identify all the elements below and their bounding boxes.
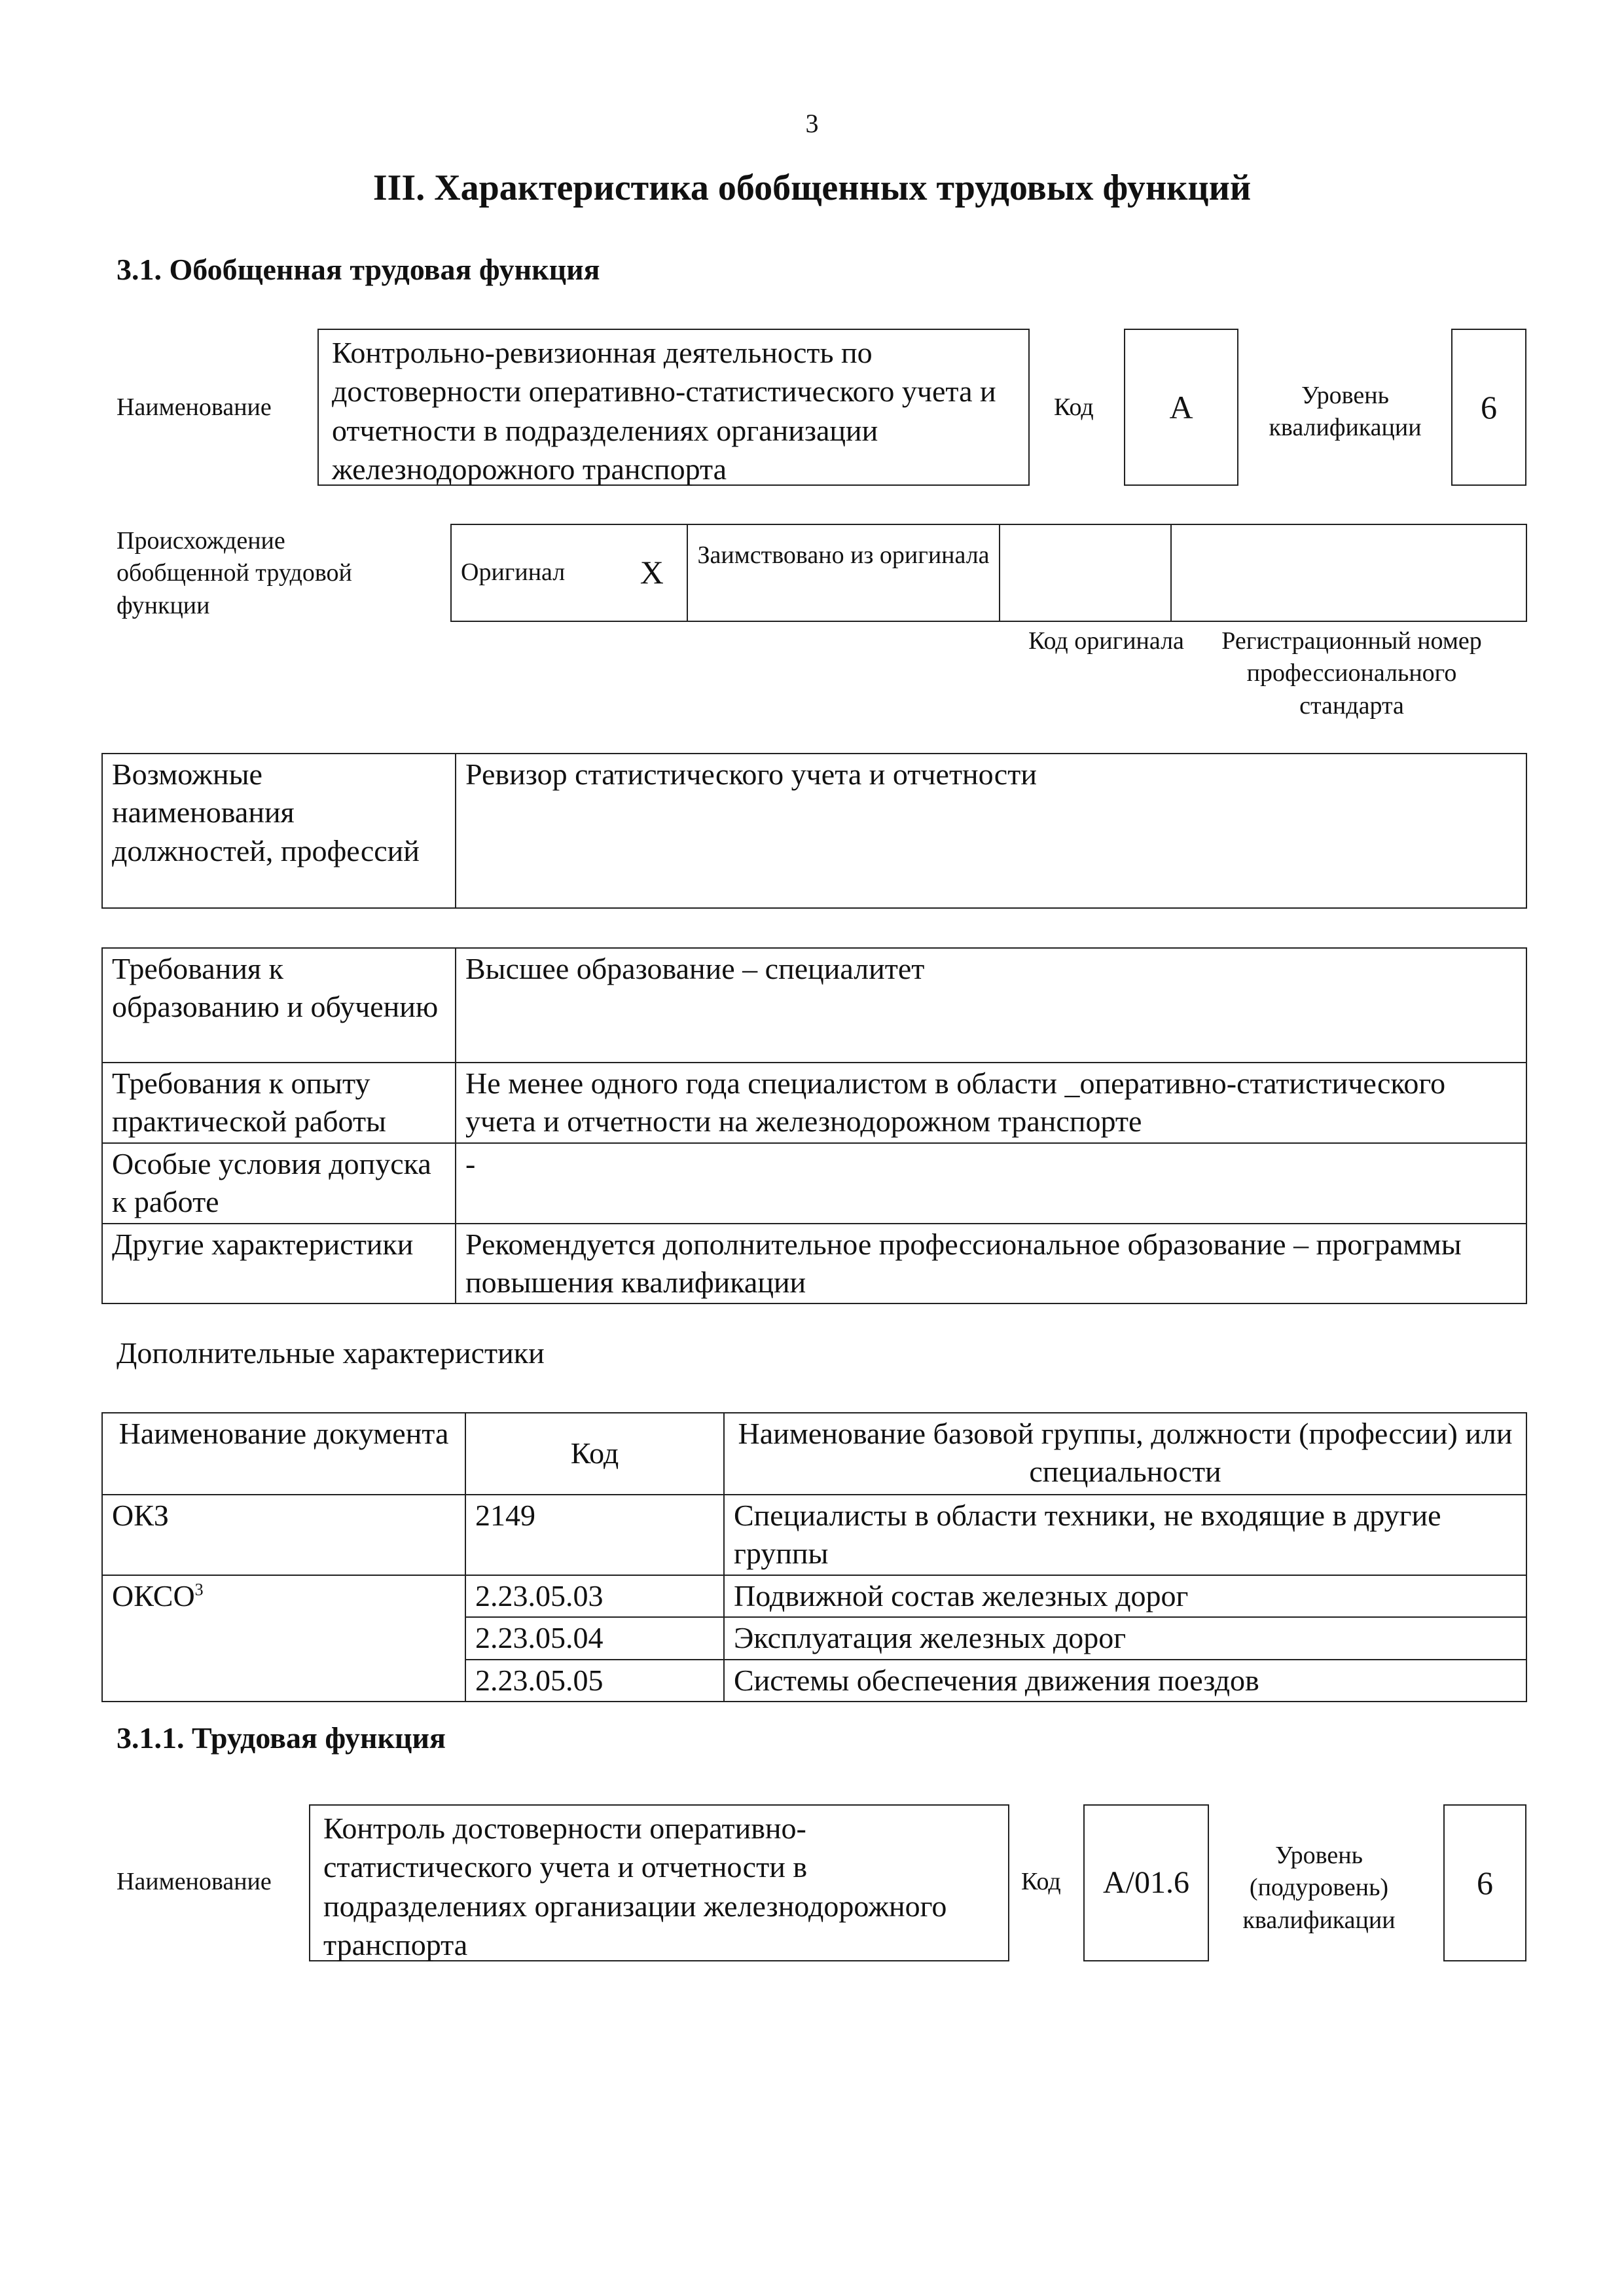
req-value: Высшее образование – специалитет <box>456 948 1526 1063</box>
gtf-heading: 3.1. Обобщенная трудовая функция <box>117 253 600 286</box>
req-value: - <box>456 1143 1526 1224</box>
okz-doc: ОКЗ <box>102 1495 465 1575</box>
gtf-name-value: Контрольно-ревизионная деятельность по достоверности оперативно-статистического учета и отчетности в подразделениях организации железнодорожного транспорта <box>317 329 1030 486</box>
okso-code: 2.23.05.03 <box>465 1575 724 1617</box>
positions-value: Ревизор статистического учета и отчетности <box>456 754 1526 908</box>
origin-reg-cell <box>1171 524 1526 621</box>
requirements-table <box>101 947 1527 1304</box>
okso-doc-label: ОКСО <box>112 1578 195 1613</box>
okso-code: 2.23.05.05 <box>465 1660 724 1702</box>
tf-code-value: A/01.6 <box>1083 1804 1209 1961</box>
tf-level-label: Уровень (подуровень) квалификации <box>1242 1842 1396 1934</box>
req-label: Требования к образованию и обучению <box>102 948 456 1063</box>
origin-borrowed-label: Заимствовано из оригинала <box>687 524 1000 621</box>
okz-code: 2149 <box>465 1495 724 1575</box>
okso-code: 2.23.05.04 <box>465 1617 724 1659</box>
gtf-name-label: Наименование <box>117 393 272 421</box>
positions-label: Возможные наименования должностей, профессий <box>102 754 456 908</box>
tf-name-value: Контроль достоверности оперативно-статистического учета и отчетности в подразделениях организации железнодорожного транспорта <box>309 1804 1009 1961</box>
req-label: Другие характеристики <box>102 1224 456 1304</box>
tf-heading: 3.1.1. Трудовая функция <box>117 1721 446 1755</box>
additional-title: Дополнительные характеристики <box>117 1336 545 1370</box>
section-title: III. Характеристика обобщенных трудовых функций <box>372 168 1252 208</box>
page-number: 3 <box>805 109 819 138</box>
header-doc: Наименование документа <box>102 1413 465 1495</box>
origin-original-mark: X <box>617 524 687 621</box>
origin-table <box>450 524 1527 622</box>
origin-original-label: Оригинал <box>451 524 617 621</box>
origin-code-caption: Код оригинала <box>1028 627 1184 655</box>
gtf-level-label: Уровень квалификации <box>1269 382 1422 442</box>
okz-group: Специалисты в области техники, не входящие в другие группы <box>724 1495 1526 1575</box>
gtf-level-value: 6 <box>1451 329 1526 486</box>
origin-label: Происхождение обобщенной трудовой функции <box>117 527 352 619</box>
gtf-code-value: A <box>1124 329 1238 486</box>
tf-level-value: 6 <box>1443 1804 1526 1961</box>
req-value: Рекомендуется дополнительное профессиональное образование – программы повышения квалификации <box>456 1224 1526 1304</box>
okso-group: Системы обеспечения движения поездов <box>724 1660 1526 1702</box>
header-code: Код <box>465 1413 724 1495</box>
origin-reg-caption: Регистрационный номер профессионального стандарта <box>1221 627 1482 720</box>
req-value: Не менее одного года специалистом в области _оперативно-статистического учета и отчетности на железнодорожном транспорте <box>456 1063 1526 1143</box>
tf-name-label: Наименование <box>117 1868 272 1895</box>
gtf-code-label: Код <box>1054 393 1094 421</box>
req-label: Особые условия допуска к работе <box>102 1143 456 1224</box>
additional-table <box>101 1412 1527 1702</box>
origin-code-cell <box>1000 524 1171 621</box>
okso-footnote: 3 <box>194 1580 204 1599</box>
okso-group: Эксплуатация железных дорог <box>724 1617 1526 1659</box>
positions-table <box>101 753 1527 909</box>
okso-group: Подвижной состав железных дорог <box>724 1575 1526 1617</box>
header-group: Наименование базовой группы, должности (профессии) или специальности <box>724 1413 1526 1495</box>
tf-code-label: Код <box>1021 1868 1061 1895</box>
okso-doc <box>102 1575 465 1702</box>
req-label: Требования к опыту практической работы <box>102 1063 456 1143</box>
